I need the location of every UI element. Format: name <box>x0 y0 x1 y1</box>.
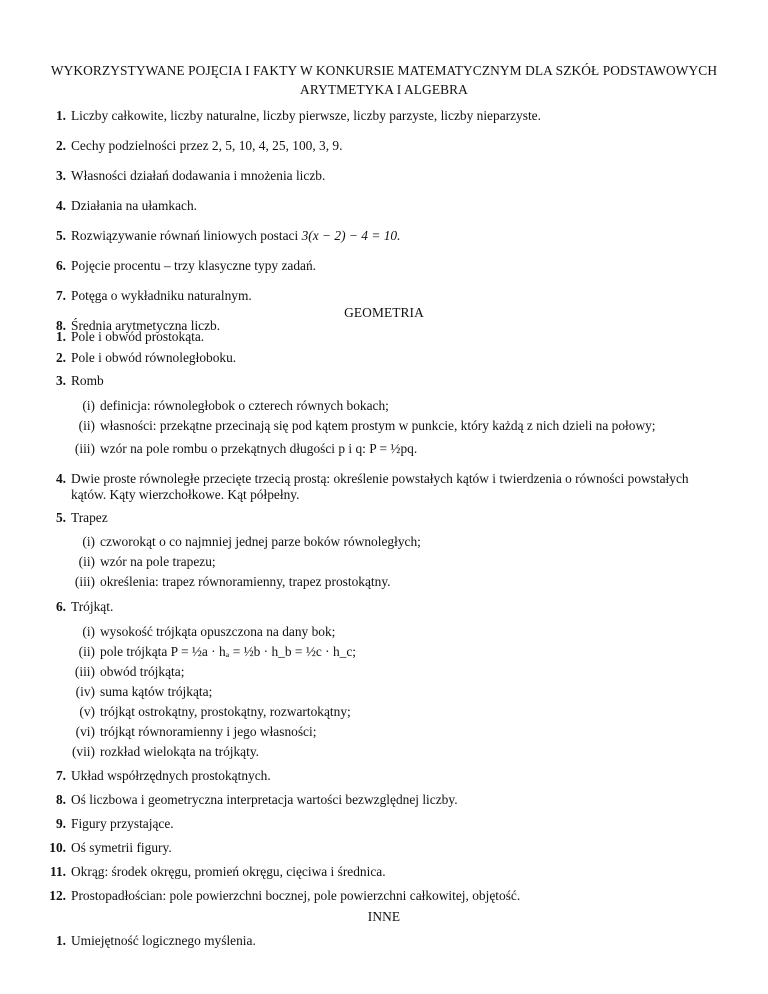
sub-item-text: czworokąt o co najmniej jednej parze boków równoległych; <box>100 534 421 549</box>
item-number: 10. <box>49 840 66 855</box>
sub-item-number: (ii) <box>78 644 95 659</box>
item-number: 9. <box>55 816 66 831</box>
item-number: 4. <box>55 471 66 486</box>
item-text: Pojęcie procentu – trzy klasyczne typy zadań. <box>71 258 317 273</box>
sub-item-text: obwód trójkąta; <box>100 664 185 679</box>
sub-item-number: (i) <box>82 624 95 639</box>
item-number: 11. <box>50 864 66 879</box>
sub-item-number: (vi) <box>75 724 95 739</box>
item-text: kątów. Kąty wierzchołkowe. Kąt półpełny. <box>71 487 300 502</box>
item-number: 2. <box>55 350 66 365</box>
item-number: 8. <box>55 318 66 333</box>
sub-item-number: (iii) <box>74 574 95 589</box>
item-text: Pole i obwód prostokąta. <box>71 329 205 344</box>
item-number: 1. <box>55 108 66 123</box>
item-number: 6. <box>55 258 66 273</box>
sub-item-text: własności: przekątne przecinają się pod kątem prostym w punkcie, który każdą z nich dzieli na połowy; <box>100 418 656 433</box>
sub-item-number: (ii) <box>78 554 95 569</box>
item-text: Trójkąt. <box>71 599 114 614</box>
sub-item-text: trójkąt równoramienny i jego własności; <box>100 724 317 739</box>
item-text: Figury przystające. <box>71 816 174 831</box>
item-number: 2. <box>55 138 66 153</box>
sub-item-text: wzór na pole trapezu; <box>100 554 216 569</box>
sub-item-number: (i) <box>82 398 95 413</box>
sub-item-number: (iii) <box>74 664 95 679</box>
item-number: 12. <box>49 888 66 903</box>
item-text: Oś liczbowa i geometryczna interpretacja wartości bezwzględnej liczby. <box>71 792 458 807</box>
item-number: 4. <box>55 198 66 213</box>
item-number: 8. <box>55 792 66 807</box>
sub-item-number: (v) <box>79 704 95 719</box>
item-text: Prostopadłościan: pole powierzchni bocznej, pole powierzchni całkowitej, objętość. <box>71 888 521 903</box>
sub-item-text: pole trójkąta P = ½a · hₐ = ½b · h_b = ½c · h_c; <box>100 644 357 659</box>
section-heading-arithmetic: ARYTMETYKA I ALGEBRA <box>300 82 468 97</box>
item-number: 1. <box>55 933 66 948</box>
item-number: 6. <box>55 599 66 614</box>
item-number: 5. <box>55 228 66 243</box>
sub-item-number: (iii) <box>74 441 95 456</box>
sub-item-text: określenia: trapez równoramienny, trapez prostokątny. <box>100 574 391 589</box>
sub-item-text: trójkąt ostrokątny, prostokątny, rozwartokątny; <box>100 704 351 719</box>
item-number: 1. <box>55 329 66 344</box>
item-text: Okrąg: środek okręgu, promień okręgu, cięciwa i średnica. <box>71 864 386 879</box>
document-title: WYKORZYSTYWANE POJĘCIA I FAKTY W KONKURSIE MATEMATYCZNYM DLA SZKÓŁ PODSTAWOWYCH <box>50 63 718 78</box>
sub-item-number: (iv) <box>75 684 95 699</box>
item-number: 5. <box>55 510 66 525</box>
item-text: Romb <box>71 373 104 388</box>
equation: 3(x − 2) − 4 = 10. <box>301 228 401 243</box>
item-text: Oś symetrii figury. <box>71 840 172 855</box>
item-number: 3. <box>55 168 66 183</box>
item-number: 7. <box>55 288 66 303</box>
item-text: Działania na ułamkach. <box>71 198 198 213</box>
item-text: Potęga o wykładniku naturalnym. <box>71 288 252 303</box>
sub-item-number: (i) <box>82 534 95 549</box>
item-text: Pole i obwód równoległoboku. <box>71 350 237 365</box>
item-text: Własności działań dodawania i mnożenia liczb. <box>71 168 326 183</box>
item-number: 3. <box>55 373 66 388</box>
section-heading-other: INNE <box>367 909 401 924</box>
item-text: Liczby całkowite, liczby naturalne, liczby pierwsze, liczby parzyste, liczby nieparzyste. <box>71 108 541 123</box>
item-text: Rozwiązywanie równań liniowych postaci <box>71 228 299 243</box>
section-heading-geometry: GEOMETRIA <box>344 305 424 320</box>
item-text: Układ współrzędnych prostokątnych. <box>71 768 271 783</box>
item-text: Cechy podzielności przez 2, 5, 10, 4, 25, 100, 3, 9. <box>71 138 343 153</box>
sub-item-number: (vii) <box>71 744 95 759</box>
item-text: Umiejętność logicznego myślenia. <box>71 933 256 948</box>
item-text: Średnia arytmetyczna liczb. <box>71 318 221 333</box>
sub-item-number: (ii) <box>78 418 95 433</box>
sub-item-text: definicja: równoległobok o czterech równych bokach; <box>100 398 389 413</box>
sub-item-text: rozkład wielokąta na trójkąty. <box>100 744 260 759</box>
sub-item-text: wzór na pole rombu o przekątnych długości p i q: P = ½pq. <box>100 441 418 456</box>
item-number: 7. <box>55 768 66 783</box>
item-text: Trapez <box>71 510 108 525</box>
sub-item-text: wysokość trójkąta opuszczona na dany bok; <box>100 624 336 639</box>
sub-item-text: suma kątów trójkąta; <box>100 684 213 699</box>
item-text: Dwie proste równoległe przecięte trzecią prostą: określenie powstałych kątów i twierdzenia o równości powstałych <box>71 471 689 486</box>
